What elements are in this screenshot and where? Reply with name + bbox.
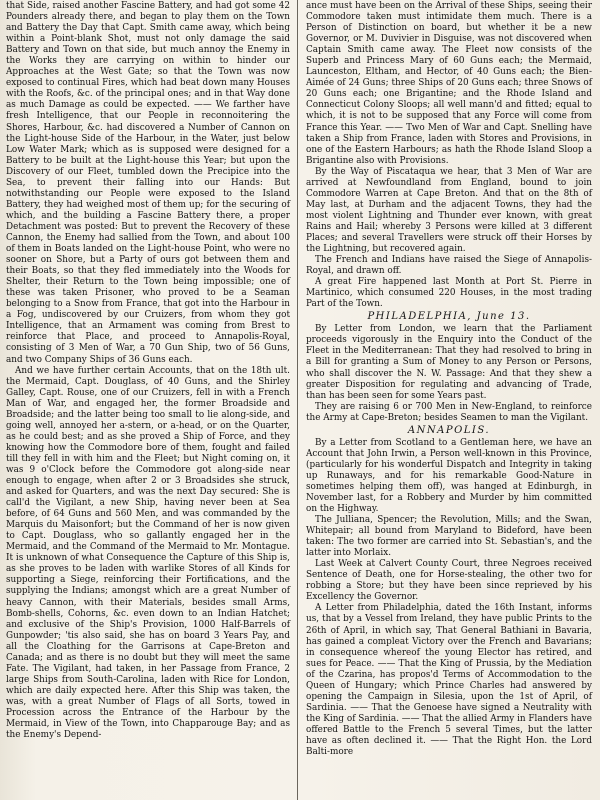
article-paragraph: that Side, raised another Fascine Battery, and had got some 42 Pounders already there, and began to play them on the Town and Battery the Day that Capt. Smith came away, which being within a Point-blank Shot, must not only damage the said Battery and Town on that side, but much annoy the Enemy in the Works they are carrying on within to hinder our Approaches at the West Gate; so that the Town was now exposed to continual Fires, which had beat down many Houses with the Roofs, &c. of the principal ones; and in that Way done as much Damage as could be expected. —— We farther have fresh Intelligence, that our People in reconnoitering the Shores, Harbour, &c. had discovered a Number of Cannon on the Light-house Side of the Harbour, in the Water, just below Low Water Mark; which as is supposed were designed for a Battery to be built at the Light-house this Year; but upon the Discovery of our Fleet, tumbled down the Precipice into the Sea, to prevent their falling into our Hands: But notwithstanding our People were exposed to the Island Battery, they had weighed most of them up; for the securing of which, and the building a Fascine Battery there, a proper Detachment was posted: But to prevent the Recovery of these Cannon, the Enemy had sallied from the Town, and about 100 of them in Boats landed on the Light-house Point, who were no sooner on Shore, but a Party of ours got between them and their Boats, so that they fled immediately into the Woods for Shelter, their Return to the Town being impossible; one of these was taken Prisoner, who proved to be a Seaman belonging to a Snow from France, that got into the Harbour in a Fog, undiscovered by our Cruizers, from whom they got Intelligence, that an Armament was coming from Brest to reinforce that Place, and proceed to Annapolis-Royal, consisting of 3 Men of War, a 70 Gun Ship, two of 56 Guns, and two Company Ships of 36 Guns each. [6, 1, 290, 365]
article-paragraph: The Julliana, Spencer; the Revolution, Mills; and the Swan, Whitepair; all bound from Maryland to Bideford, have been taken: The two former are carried into St. Sebastian's, and the latter into Morlaix. [306, 515, 592, 559]
article-paragraph: A Letter from Philadelphia, dated the 16th Instant, informs us, that by a Vessel from Ireland, they have public Prints to the 26th of April, in which say, That General Bathiani in Bavaria, has gained a compleat Victory over the French and Bavarians; in consequence whereof the young Elector has retired, and sues for Peace. —— That the King of Prussia, by the Mediation of the Czarina, has propos'd Terms of Accommodation to the Queen of Hungary; which Prince Charles had answered by opening the Campaign in Silesia, upon the 1st of April, of Sardinia. —— That the Genoese have signed a Neutrality with the King of Sardinia. —— That the allied Army in Flanders have offered Battle to the French 5 several Times, but the latter have as often declined it. —— That the Right Hon. the Lord Balti-more [306, 603, 593, 758]
article-paragraph: They are raising 6 or 700 Men in New-England, to reinforce the Army at Cape-Breton; besides Seamen to man the Vigilant. [306, 401, 592, 423]
article-paragraph: Last Week at Calvert County Court, three Negroes received Sentence of Death, one for Horse-stealing, the other two for robbing a Store; but they have been since reprieved by his Excellency the Governor. [306, 559, 592, 603]
article-paragraph: And we have further certain Accounts, that on the 18th ult. the Mermaid, Capt. Douglass, of 40 Guns, and the Shirley Galley, Capt. Rouse, one of our Cruizers, fell in with a French Man of War, and engaged her, the former Broadside and Broadside; and the latter being too small to lie along-side, and going well, annoyed her a-stern, or a-head, or on the Quarter, as he could best; and as she proved a Ship of Force, and they knowing how the Commodore bore of them, fought and failed till they fell in with him and the Fleet; but Night coming on, it was 9 o'Clock before the Commodore got along-side near enough to engage, when after 2 or 3 Broadsides she struck, and asked for Quarters, and was the next Day secured: She is call'd the Vigilant, a new Ship, having never been at Sea before, of 64 Guns and 560 Men, and was commanded by the Marquis du Maisonfort; but the Command of her is now given to Capt. Douglass, who so gallantly engaged her in the Mermaid, and the Command of the Mermaid to Mr. Montague. It is unknown of what Consequence the Capture of this Ship is, as she proves to be laden with warlike Stores of all Kinds for supporting a Siege, reinforcing their Fortifications, and the supplying the Indians; amongst which are a great Number of heavy Cannon, with their Materials, besides small Arms, Bomb-shells, Cohorns, &c. even down to an Indian Hatchet; and exclusive of the Ship's Provision, 1000 Half-Barrels of Gunpowder; 'tis also said, she has on board 3 Years Pay, and all the Cloathing for the Garrisons at Cape-Breton and Canada; and as there is no doubt but they will meet the same Fate. The Vigilant, had taken, in her Passage from France, 2 large Ships from South-Carolina, laden with Rice for London, which are daily expected here. After this Ship was taken, the was, with a great Number of Flags of all Sorts, towed in Procession across the Entrance of the Harbour by the Mermaid, in View of the Town, into Chapparouge Bay; and as the Enemy's Depend- [6, 365, 290, 741]
article-paragraph: By a Letter from Scotland to a Gentleman here, we have an Account that John Irwin, a Person well-known in this Province, (particularly for his wonderful Dispatch and Integrity in taking up Runaways, and for his remarkable Good-Nature in sometimes helping them off), was hanged at Edinburgh, in November last, for a Robbery and Murder by him committed on the Highway. [306, 437, 592, 515]
article-paragraph: ance must have been on the Arrival of these Ships, seeing their Commodore taken must intimidate them much. There is a Person of Distinction on board, but whether it be a new Governor, or M. Duvivier in Disguise, was not discovered when Captain Smith came away. The Fleet now consists of the Superb and Princess Mary of 60 Guns each; the Mermaid, Launceston, Eltham, and Hector, of 40 Guns each; the Bien-Aimée of 24 Guns; three Ships of 20 Guns each; three Snows of 20 Guns each; one Brigantine; and the Rhode Island and Connecticut Colony Sloops; all well mann'd and fitted; equal to which, it is not to be supposed that any Force will come from France this Year. —— Two Men of War and Capt. Snelling have taken a Ship from France, laden with Stores and Provisions, in one of the Eastern Harbours; as hath the Rhode Island Sloop a Brigantine also with Provisions. [306, 1, 592, 166]
column-rule [297, 0, 298, 800]
left-column [2, 0, 294, 800]
article-paragraph: The French and Indians have raised the Siege of Annapolis-Royal, and drawn off. [306, 255, 592, 277]
dateline-philadelphia: PHILADELPHIA, June 13. [367, 311, 531, 323]
dateline-annapolis: ANNAPOLIS. [407, 424, 491, 436]
article-paragraph: By the Way of Piscataqua we hear, that 3 Men of War are arrived at Newfoundland from England, bound to join Commodore Warren at Cape Breton. And that on the 8th of May last, at Durham and the adjacent Towns, they had the most violent Lightning and Thunder ever known, with great Rains and Hail; whereby 3 Persons were killed at 3 different Places; and several Travellers were struck off their Horses by the Lightning, but recovered again. [306, 166, 592, 255]
article-paragraph: By Letter from London, we learn that the Parliament proceeds vigorously in the Enquiry into the Conduct of the Fleet in the Mediterranean: That they had resolved to bring in a Bill for granting a Sum of Money to any Person or Persons, who shall discover the N. W. Passage: And that they shew a greater Disposition for regulating and advancing of Trade, than has been seen for some Years past. [306, 324, 592, 401]
article-paragraph: A great Fire happened last Month at Port St. Pierre in Martinico, which consumed 220 Houses, in the most trading Part of the Town. [306, 277, 592, 310]
right-column [302, 0, 594, 800]
